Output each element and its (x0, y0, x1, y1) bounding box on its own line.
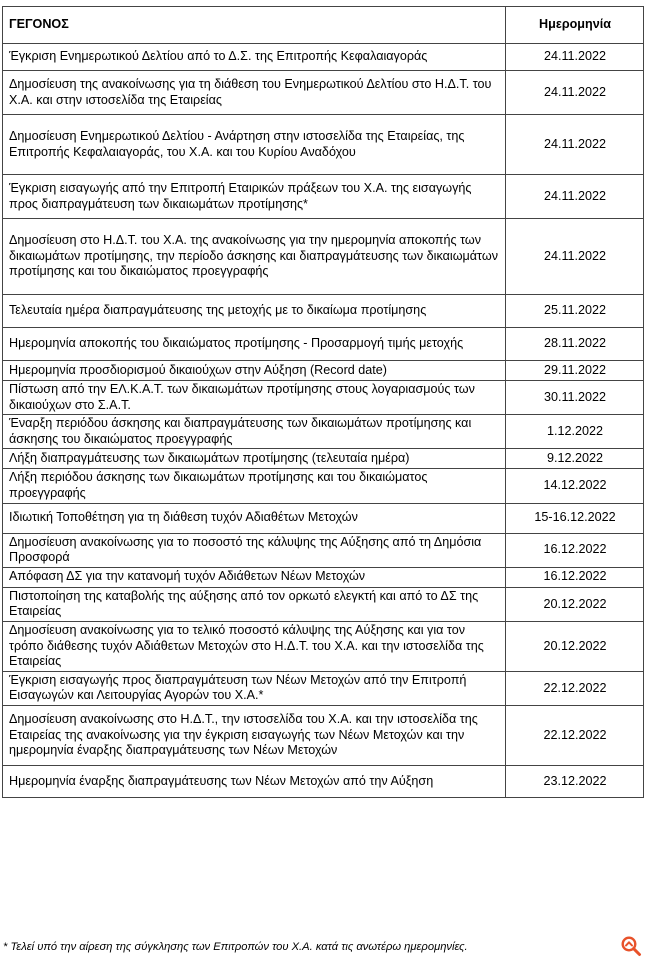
table-row (3, 328, 644, 361)
table-row (3, 295, 644, 328)
date-cell: 24.11.2022 (506, 115, 644, 175)
magnifier-logo-icon (620, 935, 642, 957)
table-row (3, 621, 644, 671)
table-row (3, 671, 644, 705)
event-cell: Πίστωση από την ΕΛ.Κ.Α.Τ. των δικαιωμάτων προτίμησης στους λογαριασμούς των δικαιούχων στο Σ.Α.Τ. (3, 381, 506, 415)
date-cell: 24.11.2022 (506, 71, 644, 115)
timeline-table (2, 6, 644, 798)
date-cell: 23.12.2022 (506, 765, 644, 797)
event-column-header: ΓΕΓΟΝΟΣ (3, 7, 506, 44)
table-row (3, 115, 644, 175)
event-cell: Δημοσίευση της ανακοίνωσης για τη διάθεση του Ενημερωτικού Δελτίου στο Η.Δ.Τ. του Χ.Α. και στην ιστοσελίδα της Εταιρείας (3, 71, 506, 115)
date-cell: 24.11.2022 (506, 44, 644, 71)
date-cell: 9.12.2022 (506, 449, 644, 469)
date-cell: 24.11.2022 (506, 175, 644, 219)
table-row (3, 533, 644, 567)
table-row (3, 361, 644, 381)
event-cell: Ιδιωτική Τοποθέτηση για τη διάθεση τυχόν Αδιαθέτων Μετοχών (3, 503, 506, 533)
event-cell: Δημοσίευση ανακοίνωσης για το ποσοστό της κάλυψης της Αύξησης από τη Δημόσια Προσφορά (3, 533, 506, 567)
event-cell: Δημοσίευση Ενημερωτικού Δελτίου - Ανάρτηση στην ιστοσελίδα της Εταιρείας, της Επιτροπής Κεφαλαιαγοράς, του Χ.Α. και του Κυρίου Αναδόχου (3, 115, 506, 175)
date-cell: 25.11.2022 (506, 295, 644, 328)
table-row (3, 175, 644, 219)
table-row (3, 765, 644, 797)
event-cell: Πιστοποίηση της καταβολής της αύξησης από τον ορκωτό ελεγκτή και από το ΔΣ της Εταιρείας (3, 587, 506, 621)
table-row (3, 449, 644, 469)
table-row (3, 219, 644, 295)
event-cell: Έναρξη περιόδου άσκησης και διαπραγμάτευσης των δικαιωμάτων προτίμησης και άσκησης του δικαιώματος προεγγραφής (3, 415, 506, 449)
event-cell: Ημερομηνία προσδιορισμού δικαιούχων στην Αύξηση (Record date) (3, 361, 506, 381)
date-cell: 20.12.2022 (506, 621, 644, 671)
table-row (3, 415, 644, 449)
table-row (3, 503, 644, 533)
event-cell: Δημοσίευση στο Η.Δ.Τ. του Χ.Α. της ανακοίνωσης για την ημερομηνία αποκοπής των δικαιωμάτων προτίμησης, την περίοδο άσκησης και διαπραγμάτευσης των δικαιωμάτων προτίμησης και του δικαιώματος προεγγραφής (3, 219, 506, 295)
event-cell: Απόφαση ΔΣ για την κατανομή τυχόν Αδιάθετων Νέων Μετοχών (3, 567, 506, 587)
date-cell: 24.11.2022 (506, 219, 644, 295)
table-header-row (3, 7, 644, 44)
table-row (3, 705, 644, 765)
date-cell: 15-16.12.2022 (506, 503, 644, 533)
event-cell: Τελευταία ημέρα διαπραγμάτευσης της μετοχής με το δικαίωμα προτίμησης (3, 295, 506, 328)
event-cell: Δημοσίευση ανακοίνωσης στο Η.Δ.Τ., την ιστοσελίδα του Χ.Α. και την ιστοσελίδα της Εταιρείας της ανακοίνωσης για την έγκριση εισαγωγής των Νέων Μετοχών και την ημερομηνία έναρξης διαπραγμάτευσης των Νέων Μετοχών (3, 705, 506, 765)
event-cell: Ημερομηνία έναρξης διαπραγμάτευσης των Νέων Μετοχών από την Αύξηση (3, 765, 506, 797)
event-cell: Έγκριση εισαγωγής προς διαπραγμάτευση των Νέων Μετοχών από την Επιτροπή Εισαγωγών και Λειτουργίας Αγορών του Χ.Α.* (3, 671, 506, 705)
date-cell: 30.11.2022 (506, 381, 644, 415)
table-row (3, 381, 644, 415)
event-cell: Δημοσίευση ανακοίνωσης για το τελικό ποσοστό κάλυψης της Αύξησης και για τον τρόπο διάθεσης τυχόν Αδιάθετων Μετοχών στο Η.Δ.Τ. του Χ.Α. και την ιστοσελίδα της Εταιρείας (3, 621, 506, 671)
table-row (3, 71, 644, 115)
date-cell: 28.11.2022 (506, 328, 644, 361)
date-cell: 29.11.2022 (506, 361, 644, 381)
table-row (3, 567, 644, 587)
footnote: * Τελεί υπό την αίρεση της σύγκλησης των Επιτροπών του Χ.Α. κατά τις ανωτέρω ημερομηνίες. (3, 941, 468, 953)
event-cell: Λήξη διαπραγμάτευσης των δικαιωμάτων προτίμησης (τελευταία ημέρα) (3, 449, 506, 469)
date-cell: 16.12.2022 (506, 567, 644, 587)
date-cell: 14.12.2022 (506, 469, 644, 503)
table-row (3, 469, 644, 503)
event-cell: Έγκριση Ενημερωτικού Δελτίου από το Δ.Σ. της Επιτροπής Κεφαλαιαγοράς (3, 44, 506, 71)
event-cell: Ημερομηνία αποκοπής του δικαιώματος προτίμησης - Προσαρμογή τιμής μετοχής (3, 328, 506, 361)
date-column-header: Ημερομηνία (506, 7, 644, 44)
event-cell: Λήξη περιόδου άσκησης των δικαιωμάτων προτίμησης και του δικαιώματος προεγγραφής (3, 469, 506, 503)
date-cell: 22.12.2022 (506, 671, 644, 705)
date-cell: 20.12.2022 (506, 587, 644, 621)
table-body (3, 44, 644, 798)
date-cell: 1.12.2022 (506, 415, 644, 449)
date-cell: 16.12.2022 (506, 533, 644, 567)
date-cell: 22.12.2022 (506, 705, 644, 765)
event-cell: Έγκριση εισαγωγής από την Επιτροπή Εταιρικών πράξεων του Χ.Α. της εισαγωγής προς διαπραγμάτευση των δικαιωμάτων προτίμησης* (3, 175, 506, 219)
table-row (3, 44, 644, 71)
table-row (3, 587, 644, 621)
